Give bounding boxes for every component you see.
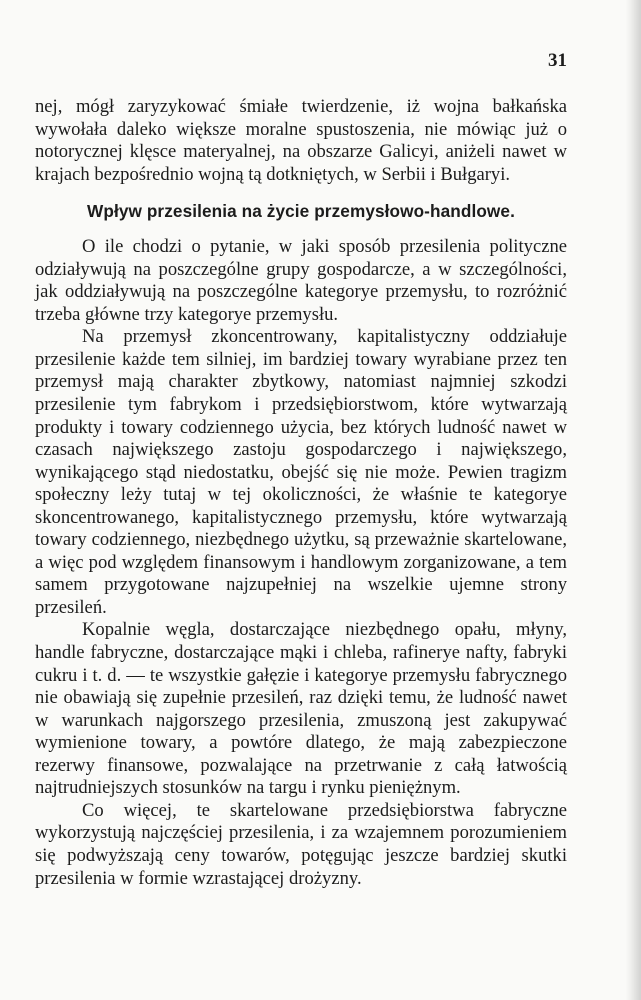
body-paragraph: Co więcej, te skartelowane przedsiębiorstwa fabryczne wykorzystują najczęściej przesilenia, i za wzajemnem porozumieniem się podwyższają ceny towarów, potęgując jeszcze bardziej skutki przesilenia w formie wzrastającej drożyzny. bbox=[35, 799, 567, 889]
page-text bbox=[35, 96, 567, 890]
page-edge-shadow bbox=[625, 0, 641, 1000]
page-number: 31 bbox=[548, 50, 567, 71]
body-paragraph: Na przemysł zkoncentrowany, kapitalistyczny oddziałuje przesilenie każde tem silniej, im bardziej towary wyrabiane przez ten przemysł mają charakter zbytkowy, natomiast najmniej szkodzi przesilenie tym fabrykom i przedsiębiorstwom, które wytwarzają produkty i towary codziennego użycia, bez których ludność nawet w czasach największego zastoju gospodarczego i największego, wynikającego stąd niedostatku, obejść się nie może. Pewien tragizm społeczny leży tutaj w tej okoliczności, że właśnie te kategorye skoncentrowanego, kapitalistycznego przemysłu, które wytwarzają towary codziennego, niezbędnego użytku, są przeważnie skartelowane, a więc pod względem finansowym i handlowym zorganizowane, a tem samem przygotowane najzupełniej na wszelkie ujemne strony przesileń. bbox=[35, 326, 567, 618]
body-paragraph: O ile chodzi o pytanie, w jaki sposób przesilenia polityczne odziaływują na poszczególne grupy gospodarcze, a w szczególności, jak oddziaływują na poszczególne kategorye przemysłu, to rozróżnić trzeba główne trzy kategorye przemysłu. bbox=[35, 236, 567, 325]
body-paragraph: Kopalnie węgla, dostarczające niezbędnego opału, młyny, handle fabryczne, dostarczające mąki i chleba, rafinerye nafty, fabryki cukru i t. d. — te wszystkie gałęzie i kategorye przemysłu fabrycznego nie obawiają się zupełnie przesileń, raz dzięki temu, że ludność nawet w warunkach najgorszego przesilenia, zmuszoną jest zakupywać wymienione towary, a powtóre dlatego, że mają zabezpieczone rezerwy finansowe, pozwalające na przetrwanie z całą łatwością najtrudniejszych stosunków na targu i rynku pieniężnym. bbox=[35, 619, 567, 799]
section-heading: Wpływ przesilenia na życie przemysłowo-handlowe. bbox=[87, 201, 515, 222]
intro-paragraph: nej, mógł zaryzykować śmiałe twierdzenie, iż wojna bałkańska wywołała daleko większe moralne spustoszenia, nie mówiąc już o notorycznej klęsce materyalnej, na obszarze Galicyi, aniżeli nawet w krajach bezpośrednio wojną tą dotkniętych, w Serbii i Bułgaryi. bbox=[35, 96, 567, 185]
